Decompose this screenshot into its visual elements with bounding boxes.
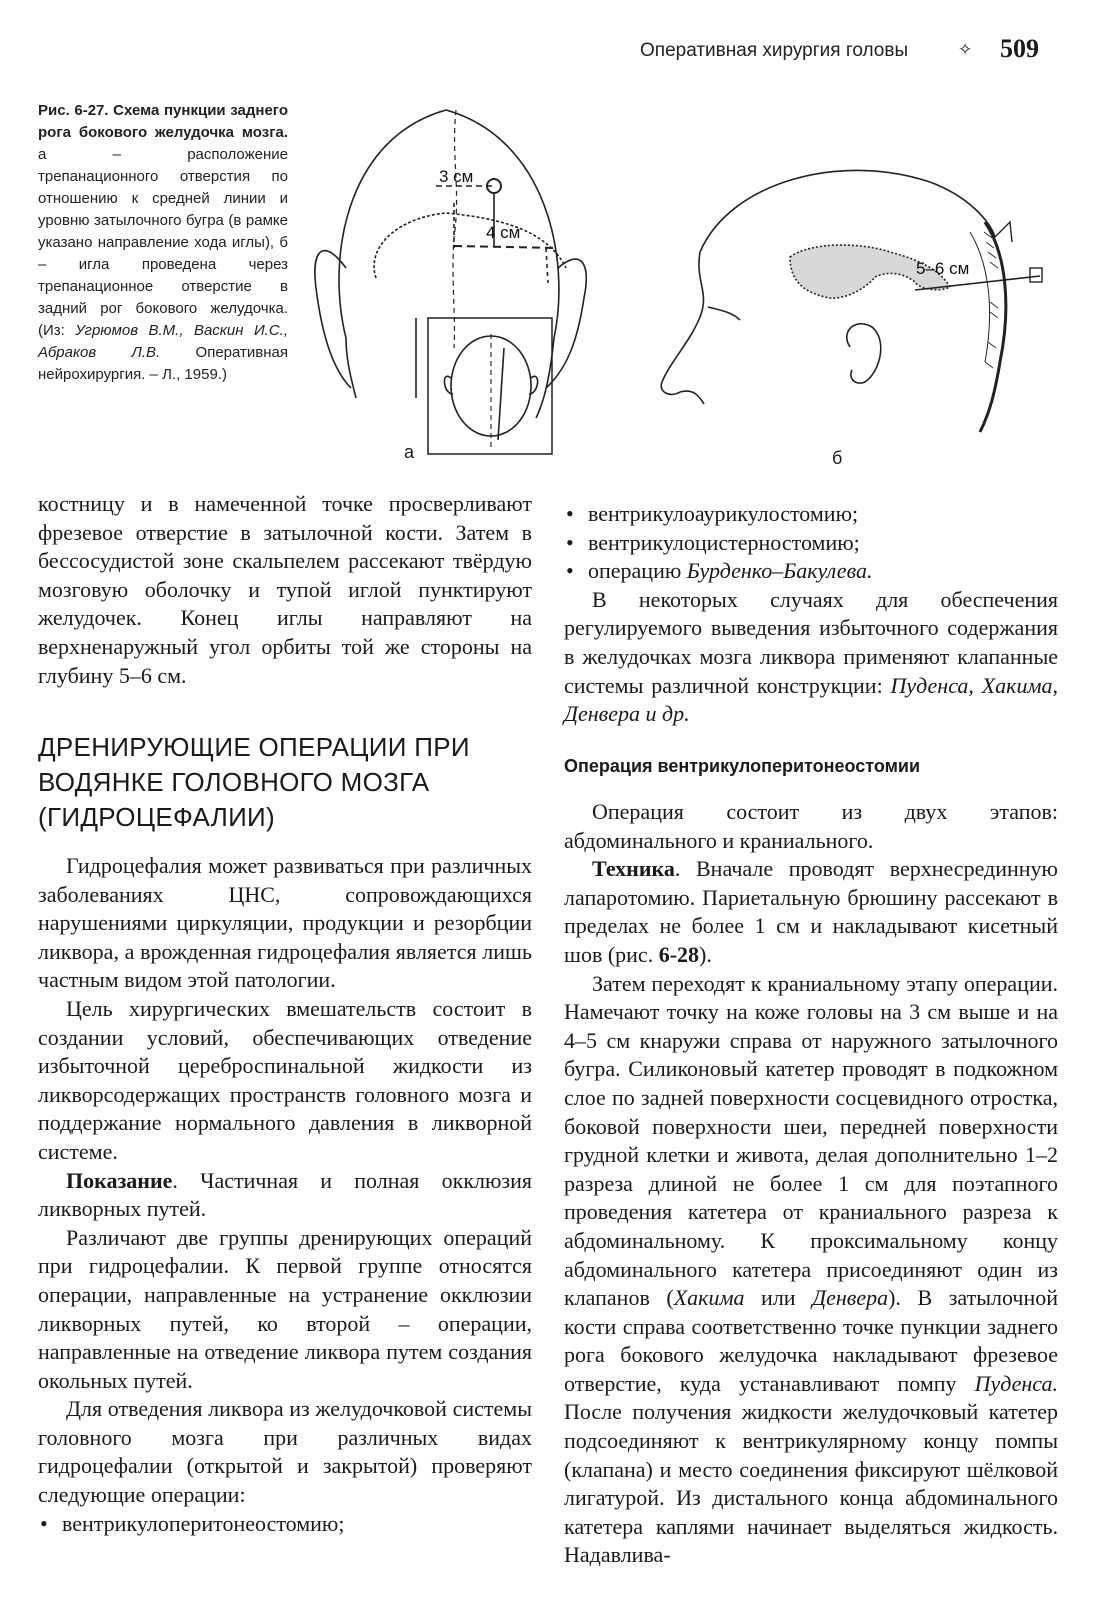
subsection-title: Операция вентрикулоперитонеостомии bbox=[564, 756, 921, 776]
indication-text: . Частичная и полная окклюзия ликворных путей. bbox=[38, 1167, 532, 1222]
figure-reference: 6-28 bbox=[658, 941, 700, 967]
figure-caption bbox=[38, 100, 288, 386]
left-column-body bbox=[38, 852, 532, 1538]
paragraph-cranial bbox=[564, 970, 1058, 1570]
list-item-prefix: операцию bbox=[588, 558, 687, 584]
list-item bbox=[564, 557, 1058, 586]
figure-panel-a bbox=[296, 98, 596, 470]
cranial-italic-1: Хакима bbox=[673, 1285, 745, 1311]
technique-text: . Вначале проводят верхнесрединную лапаротомию. Париетальную брюшину рассекают в пределах не более 1 см и накладывают кисетный шов (рис. bbox=[564, 856, 1058, 967]
diamond-icon: ✧ bbox=[958, 40, 973, 59]
list-item: • вентрикулоцистерностомию; bbox=[564, 529, 1058, 558]
caption-source: Оперативная нейрохирургия. – Л., 1959.) bbox=[38, 344, 288, 383]
running-head-title: Оперативная хирургия головы bbox=[640, 40, 909, 61]
indication-label: Показание bbox=[66, 1167, 173, 1193]
cranial-italic-2: Денвера bbox=[812, 1285, 889, 1311]
paragraph-stages: Операция состоит из двух этапов: абдоминального и краниального. bbox=[564, 799, 1058, 853]
cranial-italic-3: Пуденса. bbox=[974, 1370, 1058, 1396]
head-side-illustration bbox=[640, 142, 1065, 442]
list-item-italic: Бурденко–Бакулева. bbox=[686, 558, 873, 584]
page-number: 509 bbox=[1000, 34, 1039, 63]
cranial-text-3: После получения жидкости желудочковый катетер подсоединяют к вентрикулярному концу помпы (клапана) и место соединения фиксируют шёлковой лигатурой. Из дистального конца абдоминального катетера каплями начинает выделяться жидкость. Надавлива- bbox=[564, 1399, 1058, 1568]
head-back-illustration bbox=[296, 98, 596, 470]
paragraph-indication bbox=[38, 1167, 532, 1224]
running-head bbox=[640, 34, 1060, 68]
section-title: ДРЕНИРУЮЩИЕ ОПЕРАЦИИ ПРИ ВОДЯНКЕ ГОЛОВНОГО МОЗГА (ГИДРОЦЕФАЛИИ) bbox=[38, 732, 470, 832]
left-column-top bbox=[38, 490, 532, 690]
label-5-6cm: 5–6 см bbox=[916, 259, 970, 278]
right-column-body bbox=[564, 798, 1058, 1570]
label-4cm: 4 см bbox=[486, 223, 521, 242]
right-column-top bbox=[564, 500, 1058, 729]
valves-names: Пуденса, Хакима, Денвера и др. bbox=[564, 672, 1058, 727]
caption-text: а – расположение трепанационного отверстия по отношению к средней линии и уровню затылочного бугра (в рамке указано направление хода иглы), б – игла проведена через трепанационное отверстие в задний рог бокового желудочка. (Из: bbox=[38, 146, 288, 339]
technique-label: Техника bbox=[592, 856, 675, 882]
technique-end: ). bbox=[699, 941, 712, 967]
figure-panel-b bbox=[640, 142, 1065, 472]
list-item: • вентрикулоперитонеостомию; bbox=[38, 1510, 532, 1539]
list-item: • вентрикулоаурикулостомию; bbox=[564, 500, 1058, 529]
caption-title: Рис. 6-27. Схема пункции заднего рога бокового желудочка мозга. bbox=[38, 102, 288, 141]
paragraph-operations: Для отведения ликвора из желудочковой системы головного мозга при различных видах гидроцефалии (открытой и закрытой) проверяют следующие операции: bbox=[38, 1396, 532, 1508]
paragraph-groups: Различают две группы дренирующих операций при гидроцефалии. К первой группе относятся операции, направленные на устранение окклюзии ликворных путей, ко второй – операции, направленные на отведение ликвора путем создания окольных путей. bbox=[38, 1224, 532, 1393]
paragraph-goal: Цель хирургических вмешательств состоит в создании условий, обеспечивающих отведение избыточной цереброспинальной жидкости из ликворсодержащих пространств головного мозга и поддержание нормального давления в ликворной системе. bbox=[38, 995, 532, 1164]
caption-authors: Угрюмов В.М., Васкин И.С., Абраков Л.В. bbox=[38, 322, 289, 361]
paragraph-continued: костницу и в намеченной точке просверливают фрезевое отверстие в затылочной кости. Затем в бессосудистой зоне скальпелем рассекают твёрдую мозговую оболочку и тупой иглой пунктируют желудочек. Конец иглы направляют на верхненаружный угол орбиты той же стороны на глубину 5–6 см. bbox=[38, 491, 532, 688]
paragraph-valves bbox=[564, 586, 1058, 729]
label-3cm: 3 см bbox=[439, 167, 474, 186]
cranial-text-1: Затем переходят к краниальному этапу операции. Намечают точку на коже головы на 3 см выше и на 4–5 см кнаружи справа от наружного затылочного бугра. Силиконовый катетер проводят в подкожном слое по задней поверхности сосцевидного отростка, боковой поверхности шеи, передней поверхности грудной клетки и живота, делая дополнительно 1–2 разреза длиной не более 1 см для поэтапного проведения катетера от краниального разреза к абдоминальному. К проксимальному концу абдоминального катетера присоединяют один из клапанов ( bbox=[564, 970, 1058, 1311]
cranial-text-2: ). В затылочной кости справа соответственно точке пункции заднего рога бокового желудочка накладывают фрезевое отверстие, куда устанавливают помпу bbox=[564, 1285, 1058, 1396]
panel-label-b: б bbox=[832, 448, 843, 468]
paragraph-hydrocephalus: Гидроцефалия может развиваться при различных заболеваниях ЦНС, сопровождающихся нарушениями циркуляции, продукции и резорбции ликвора, а врожденная гидроцефалия является лишь частным видом этой патологии. bbox=[38, 853, 532, 993]
paragraph-technique bbox=[564, 855, 1058, 969]
panel-label-a: а bbox=[404, 442, 415, 462]
valves-text: В некоторых случаях для обеспечения регулируемого выведения избыточного содержания в желудочках мозга ликвора применяют клапанные системы различной конструкции: bbox=[564, 586, 1058, 698]
cranial-or: или bbox=[744, 1285, 813, 1311]
